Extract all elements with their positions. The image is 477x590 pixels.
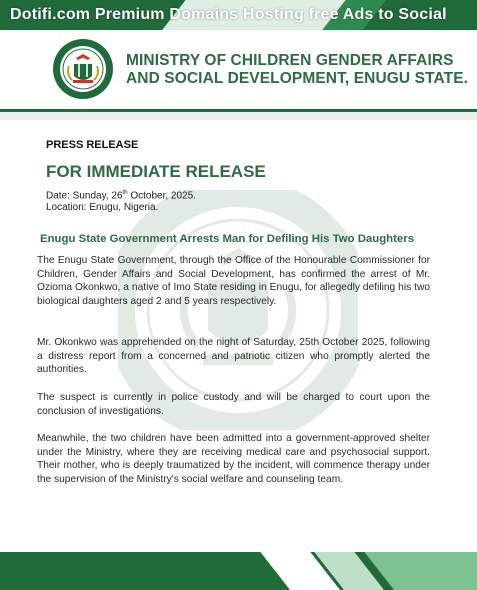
paragraph-4: Meanwhile, the two children have been admitted into a government-approved shelter under the Ministry, where they are receiving medical care and psychosocial support. Their mother, who is deeply traumatized by the incident, will commence therapy under the supervision of the Ministry's social welfare and counseling team. bbox=[37, 433, 430, 485]
release-date: Date: Sunday, 26th October, 2025. bbox=[46, 190, 196, 202]
footer-band bbox=[0, 552, 477, 590]
ad-ticker-text[interactable]: Dotifi.com Premium Domains Hosting free Ads to Social bbox=[10, 6, 447, 23]
article-headline: Enugu State Government Arrests Man for Defiling His Two Daughters bbox=[40, 233, 415, 245]
header-divider-light bbox=[0, 112, 477, 120]
paragraph-1: The Enugu State Government, through the Office of the Honourable Commissioner for Children, Gender Affairs and Social Development, has confirmed the arrest of Mr. Ozioma Okonkwo, a native of Imo State residing in Enugu, for allegedly defiling his two biological daughters aged 2 and 5 years respectively. bbox=[37, 255, 430, 307]
release-title: FOR IMMEDIATE RELEASE bbox=[46, 162, 266, 181]
paragraph-2: Mr. Okonkwo was apprehended on the night of Saturday, 25th October 2025, following a distress report from a concerned and patriotic citizen who promptly alerted the authorities. bbox=[37, 337, 430, 376]
ministry-name-line1: MINISTRY OF CHILDREN GENDER AFFAIRS bbox=[126, 52, 454, 69]
release-location: Location: Enugu, Nigeria. bbox=[46, 202, 159, 214]
release-meta bbox=[46, 187, 196, 214]
ministry-name bbox=[126, 52, 471, 88]
paragraph-3: The suspect is currently in police custody and will be charged to court upon the conclusion of investigations. bbox=[37, 392, 430, 417]
press-release-label: PRESS RELEASE bbox=[46, 139, 139, 151]
ministry-seal-icon bbox=[52, 38, 114, 100]
ministry-name-line2: AND SOCIAL DEVELOPMENT, ENUGU STATE. bbox=[126, 70, 469, 87]
top-banner bbox=[0, 0, 477, 30]
